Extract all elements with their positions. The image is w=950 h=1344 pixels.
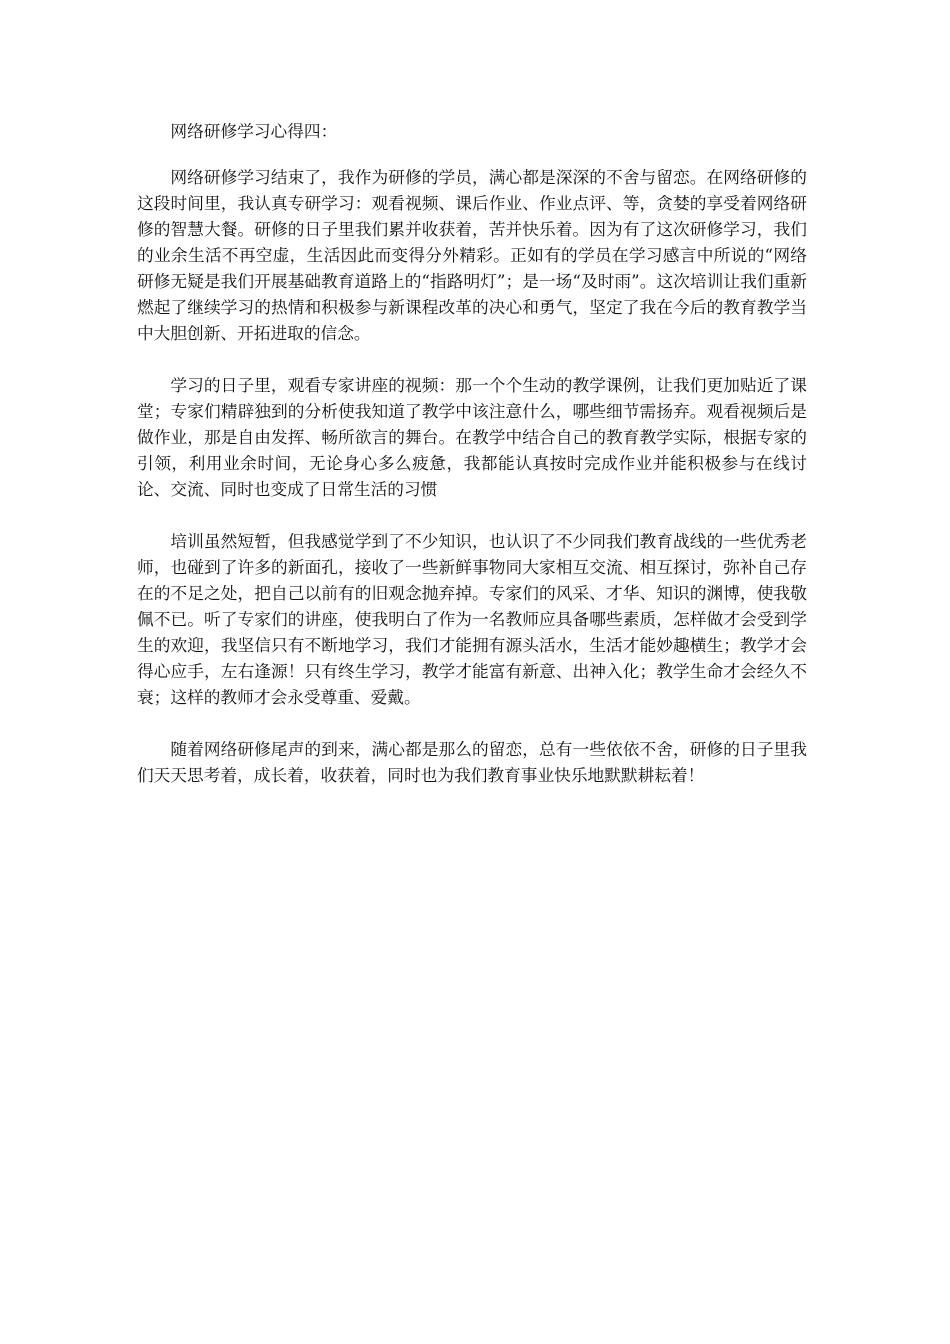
paragraph-1: 网络研修学习结束了，我作为研修的学员，满心都是深深的不舍与留恋。在网络研修的这段时间里，我认真专研学习：观看视频、课后作业、作业点评、等，贪婪的享受着网络研修的智慧大餐。研修的日子里我们累并收获着，苦并快乐着。因为有了这次研修学习，我们的业余生活不再空虚，生活因此而变得分外精彩。正如有的学员在学习感言中所说的“网络研修无疑是我们开展基础教育道路上的“指路明灯”；是一场“及时雨”。这次培训让我们重新燃起了继续学习的热情和积极参与新课程改革的决心和勇气，坚定了我在今后的教育教学当中大胆创新、开拓进取的信念。 [137, 167, 807, 343]
document-page [137, 118, 807, 814]
document-title: 网络研修学习心得四： [170, 121, 338, 141]
paragraph-4: 随着网络研修尾声的到来，满心都是那么的留恋，总有一些依依不舍，研修的日子里我们天天思考着，成长着，收获着，同时也为我们教育事业快乐地默默耕耘着！ [137, 739, 807, 785]
paragraph-2: 学习的日子里，观看专家讲座的视频：那一个个生动的教学课例，让我们更加贴近了课堂；专家们精辟独到的分析使我知道了教学中该注意什么，哪些细节需扬弃。观看视频后是做作业，那是自由发挥、畅所欲言的舞台。在教学中结合自己的教育教学实际，根据专家的引领，利用业余时间，无论身心多么疲惫，我都能认真按时完成作业并能积极参与在线讨论、交流、同时也变成了日常生活的习惯 [137, 375, 807, 499]
paragraph-3: 培训虽然短暂，但我感觉学到了不少知识，也认识了不少同我们教育战线的一些优秀老师，也碰到了许多的新面孔，接收了一些新鲜事物同大家相互交流、相互探讨，弥补自己存在的不足之处，把自己以前有的旧观念抛弃掉。专家们的风采、才华、知识的渊博，使我敬佩不已。听了专家们的讲座，使我明白了作为一名教师应具备哪些素质，怎样做才会受到学生的欢迎，我坚信只有不断地学习，我们才能拥有源头活水，生活才能妙趣横生；教学才会得心应手，左右逢源！只有终生学习，教学才能富有新意、出神入化；教学生命才会经久不衰；这样的教师才会永受尊重、爱戴。 [137, 531, 807, 707]
